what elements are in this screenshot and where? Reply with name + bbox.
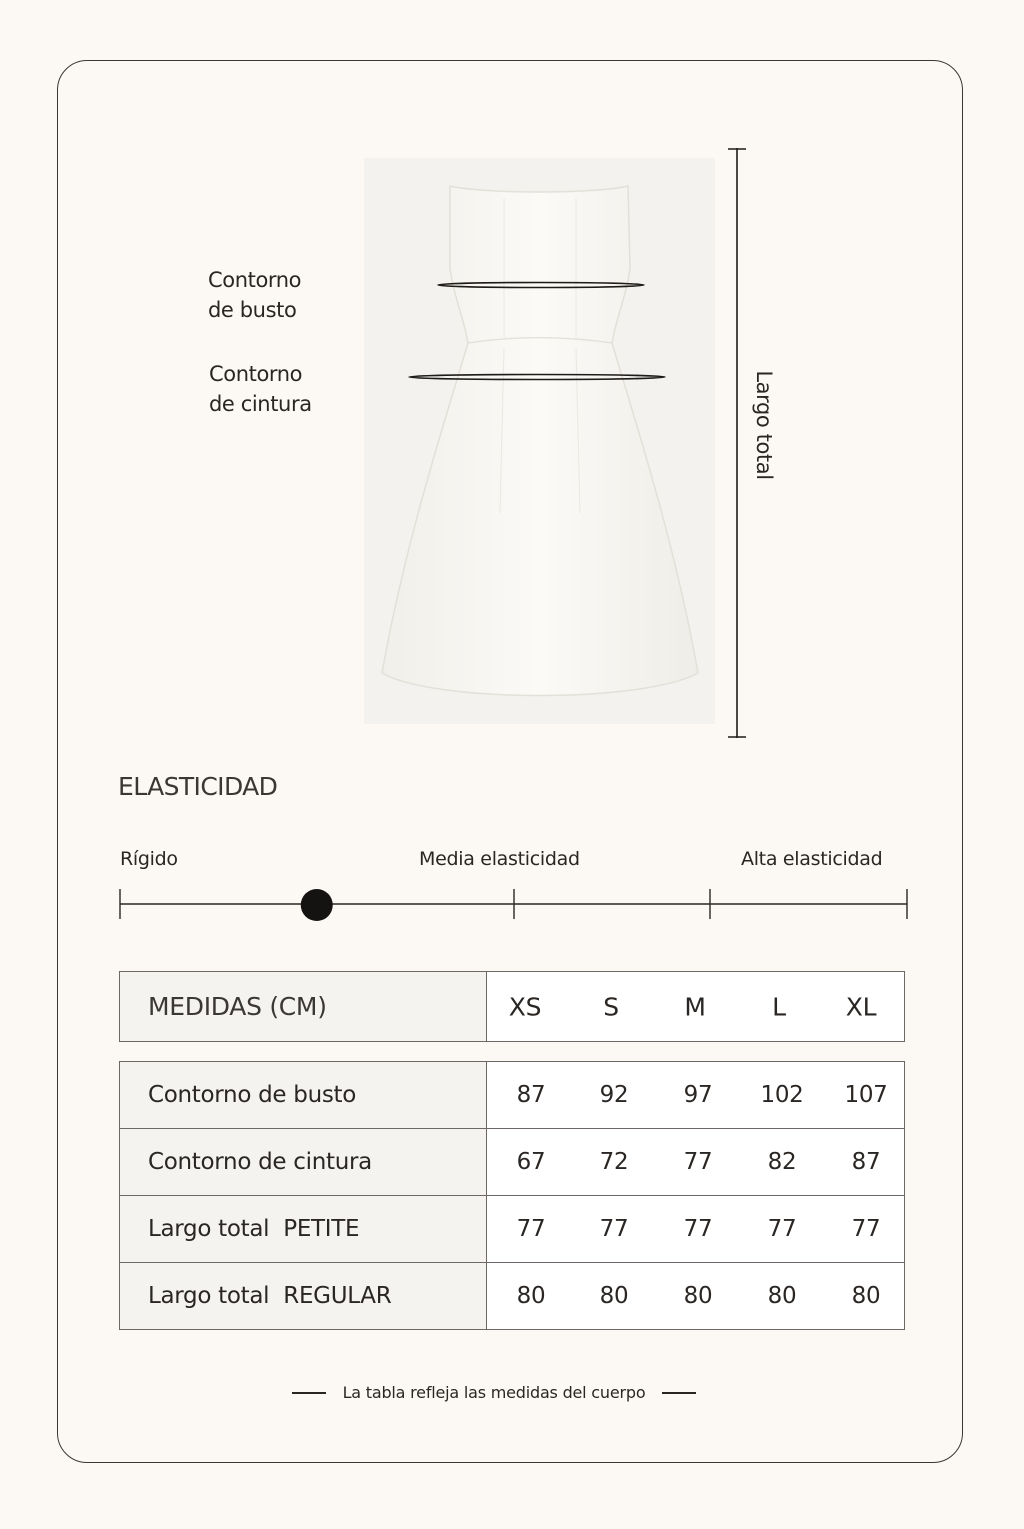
cell-value: 77 bbox=[683, 1216, 713, 1242]
table-row bbox=[120, 1196, 905, 1263]
footnote-dash-right bbox=[662, 1392, 696, 1394]
table-row bbox=[120, 1263, 905, 1330]
cell-value: 87 bbox=[516, 1082, 546, 1108]
size-header-table bbox=[119, 971, 905, 1042]
cell-value: 102 bbox=[760, 1082, 804, 1108]
elasticity-level-marker bbox=[301, 889, 333, 921]
cell-value: 80 bbox=[516, 1283, 546, 1309]
scale-label-medium: Media elasticidad bbox=[419, 848, 580, 870]
waist-label-line-1: Contorno bbox=[209, 362, 303, 386]
table-row bbox=[120, 1129, 905, 1196]
row-values bbox=[487, 1129, 905, 1196]
measures-header: MEDIDAS (CM) bbox=[120, 972, 487, 1042]
bust-label-line-2: de busto bbox=[208, 298, 297, 322]
row-label: Largo total PETITE bbox=[120, 1196, 487, 1263]
cell-value: 77 bbox=[516, 1216, 546, 1242]
footnote-text: La tabla refleja las medidas del cuerpo bbox=[342, 1383, 646, 1402]
row-values bbox=[487, 1263, 905, 1330]
size-xs: XS bbox=[508, 992, 542, 1021]
bust-label-line-1: Contorno bbox=[208, 268, 302, 292]
scale-label-rigid: Rígido bbox=[120, 848, 178, 870]
cell-value: 80 bbox=[767, 1283, 797, 1309]
elasticity-title: ELASTICIDAD bbox=[118, 772, 278, 801]
cell-value: 107 bbox=[844, 1082, 888, 1108]
size-m: M bbox=[684, 992, 706, 1021]
row-label: Contorno de busto bbox=[120, 1062, 487, 1129]
cell-value: 92 bbox=[599, 1082, 629, 1108]
cell-value: 77 bbox=[683, 1149, 713, 1175]
footnote bbox=[292, 1383, 696, 1402]
cell-value: 87 bbox=[851, 1149, 881, 1175]
row-label: Largo total REGULAR bbox=[120, 1263, 487, 1330]
cell-value: 77 bbox=[851, 1216, 881, 1242]
size-s: S bbox=[603, 992, 619, 1021]
cell-value: 72 bbox=[599, 1149, 629, 1175]
cell-value: 80 bbox=[683, 1283, 713, 1309]
size-columns bbox=[487, 972, 905, 1042]
cell-value: 82 bbox=[767, 1149, 797, 1175]
row-values bbox=[487, 1062, 905, 1129]
cell-value: 67 bbox=[516, 1149, 546, 1175]
row-label: Contorno de cintura bbox=[120, 1129, 487, 1196]
scale-label-high: Alta elasticidad bbox=[741, 848, 883, 870]
size-body-table bbox=[119, 1061, 905, 1330]
table-row bbox=[120, 1062, 905, 1129]
waist-label-line-2: de cintura bbox=[209, 392, 312, 416]
size-xl: XL bbox=[845, 992, 877, 1021]
size-header-row bbox=[120, 972, 905, 1042]
cell-value: 80 bbox=[599, 1283, 629, 1309]
size-l: L bbox=[772, 992, 786, 1021]
cell-value: 77 bbox=[599, 1216, 629, 1242]
row-values bbox=[487, 1196, 905, 1263]
cell-value: 77 bbox=[767, 1216, 797, 1242]
footnote-dash-left bbox=[292, 1392, 326, 1394]
cell-value: 80 bbox=[851, 1283, 881, 1309]
cell-value: 97 bbox=[683, 1082, 713, 1108]
length-label: Largo total bbox=[752, 370, 776, 480]
